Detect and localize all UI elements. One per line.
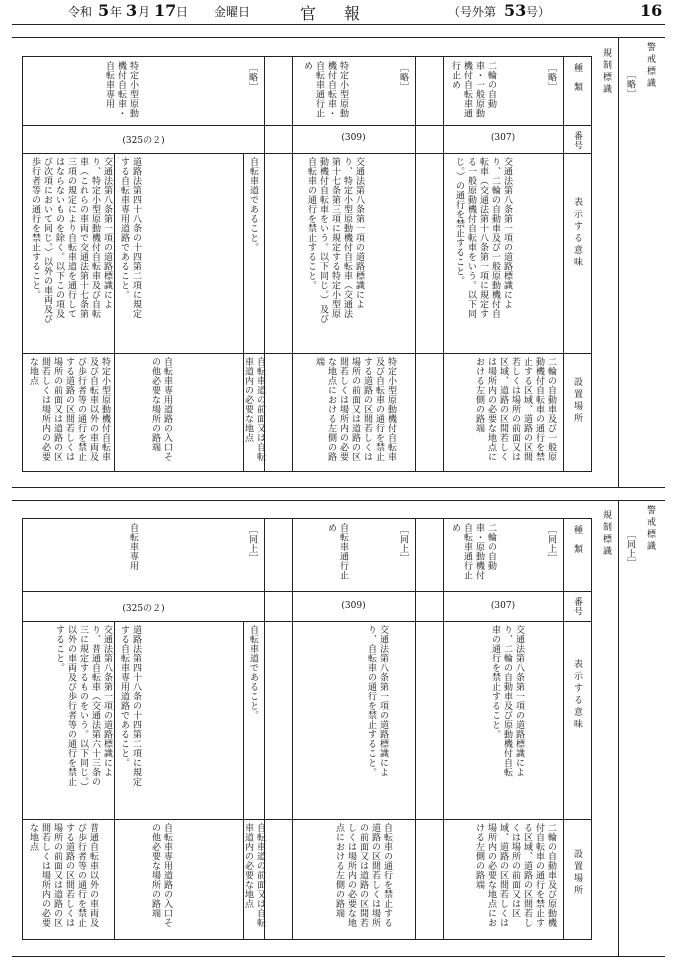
column-header-number: 番号 xyxy=(572,597,582,616)
sign-number: (325の２) xyxy=(122,604,165,614)
sign-kind: 自転車専用 xyxy=(128,523,138,571)
column-header-meaning: 表示する意味 xyxy=(572,197,582,269)
page-number: 16 xyxy=(640,1,663,20)
month: 3 xyxy=(126,1,138,20)
sign-kind: 自転車通行止 め xyxy=(326,523,348,580)
sign-number: (309) xyxy=(341,133,366,143)
sign-meaning-prohibition: 交通法第八条第一項の道路標識によ り、特定小型原動機付自転車及び自転 車（これらの車両で交通法第十七条第 三項の規定により自転車道を通行して はならないものを除く。以下この項及 び次項において同じ。）以外の車両及び 歩行者等の通行を禁止すること。 xyxy=(30,157,112,324)
sign-meaning-cycle-road: 道路法第四十八条の十四第二項に規定 する自転車専用道路であること。 xyxy=(119,157,141,319)
sign-meaning: 交通法第八条第一項の道路標識によ り、特定小型原動機付自転車（交通法 第十七条第三項に規定する特定小型原 動機付自転車をいう。以下同じ。）及び 自転車の通行を禁止すること。 xyxy=(306,157,364,324)
sign-location: 特定小型原動機付自転車 及び自転車の通行を禁止 する道路の区間若しくは 場所の前面又は道路の区 間若しくは場所内の必要 な地点における左側の路 端 xyxy=(314,357,396,462)
column-header-location: 設置場所 xyxy=(572,849,582,897)
warning-signs-marker: ［同上］ xyxy=(625,530,635,568)
sign-meaning: 交通法第八条第一項の道路標識によ り、二輪の自動車及び一般原動機付自 転車（交通法第十八条第一項に規定す る一般原動機付自転車をいう。以下同 じ。）の通行を禁止すること。 xyxy=(454,157,512,319)
sign-location-cycle-track: 自転車道の前面又は自転 車道内の必要な地点 xyxy=(243,823,265,928)
column-header-kind: 種 類 xyxy=(572,525,582,554)
sign-meaning: 交通法第八条第一項の道路標識によ り、自転車の通行を禁止すること。 xyxy=(366,625,388,777)
sign-location-prohibition: 普通自転車以外の車両及 び歩行者等の通行を禁止 する道路の区間若しくは 場所の前面又は道路の区 間若しくは場所内の必要 な地点 xyxy=(28,823,98,928)
divider-middle-2 xyxy=(12,500,665,501)
warning-signs-label: 警戒標識 xyxy=(645,42,655,90)
era: 令和 xyxy=(68,5,93,19)
issue-prefix: （号外第 xyxy=(448,5,497,19)
column-header-location: 設置場所 xyxy=(572,377,582,425)
row-marker: ［同上］ xyxy=(546,525,556,563)
sign-location-cycle-road: 自転車専用道路の入口そ の他必要な場所の路端 xyxy=(150,357,172,462)
sign-table xyxy=(22,56,592,472)
sign-number: (307) xyxy=(490,601,516,611)
header-rule xyxy=(12,24,665,25)
sign-number: (309) xyxy=(341,601,366,611)
row-marker: ［略］ xyxy=(247,63,257,92)
sign-meaning-cycle-road: 道路法第四十八条の十四第二項に規定 する自転車専用道路であること。 xyxy=(119,625,141,787)
day: 17 xyxy=(154,1,177,20)
year: 5 xyxy=(98,1,110,20)
row-marker: ［同上］ xyxy=(398,525,408,563)
sign-location-cycle-road: 自転車専用道路の入口そ の他必要な場所の路端 xyxy=(150,823,172,928)
column-header-meaning: 表示する意味 xyxy=(572,659,582,731)
sign-meaning-cycle-track: 自転車道であること。 xyxy=(248,157,258,252)
row-marker: ［略］ xyxy=(546,63,556,92)
sign-table xyxy=(22,518,592,940)
sign-kind: 二輪の自動 車・一般原動 機付自転車通 行止め xyxy=(450,61,496,118)
sign-kind: 二輪の自動 車・原動機付 自転車通行止 め xyxy=(450,523,496,580)
sign-location-prohibition: 特定小型原動機付自転車 及び自転車以外の車両及 び歩行者等の通行を禁止 する道路の区間若しくは 場所の前面又は道路の区 間若しくは場所内の必要 な地点 xyxy=(28,357,110,462)
category-separator xyxy=(618,500,619,956)
sign-location: 二輪の自動車及び原動機 付自転車の通行を禁止す る区域、道路の区間若し くは場所の前面又は区 域、道路の区間若しくは 場所内の必要な地点にお ける左側の路端 xyxy=(474,823,556,928)
sign-location: 二輪の自動車及び一般原 動機付自転車の通行を禁 止する区域、道路の区間 若しくは場所の前面又は 区域、道路の区間若しく は場所内の必要な地点に おける左側の路端 xyxy=(474,357,556,462)
warning-signs-marker: ［略］ xyxy=(625,70,635,99)
weekday: 金曜日 xyxy=(214,5,251,19)
sign-location: 自転車の通行を禁止する 道路の区間若しくは場所 の前面又は道路の区間若 しくは場所内の必要な地 点における左側の路端 xyxy=(334,823,392,928)
sign-meaning-prohibition: 交通法第八条第一項の道路標識によ り、普通自転車（交通法第六十三条の 三に規定するものをいう。以下同じ。） 以外の車両及び歩行者等の通行を禁止 すること。 xyxy=(54,625,112,792)
page-header xyxy=(0,0,677,22)
sign-meaning: 交通法第八条第一項の道路標識によ り、二輪の自動車及び原動機付自転 車の通行を禁止すること。 xyxy=(490,625,524,777)
regulatory-signs-label: 規制標識 xyxy=(601,48,611,96)
issue-number: 53 xyxy=(504,1,527,20)
row-marker: ［略］ xyxy=(398,63,408,92)
day-unit: 日 xyxy=(176,5,189,19)
row-marker: ［同上］ xyxy=(247,525,257,563)
column-header-number: 番号 xyxy=(572,131,582,150)
paper-name: 官 報 xyxy=(300,4,367,23)
sign-meaning-cycle-track: 自転車道であること。 xyxy=(248,625,258,720)
regulatory-signs-label: 規制標識 xyxy=(601,510,611,558)
sign-kind: 特定小型原動 機付自転車・ 自転車通行止 め xyxy=(302,61,348,118)
sign-location-cycle-track: 自転車道の前面又は自転 車道内の必要な地点 xyxy=(243,357,265,462)
sign-kind: 特定小型原動 機付自転車・ 自転車専用 xyxy=(104,61,138,118)
column-header-kind: 種 類 xyxy=(572,63,582,92)
sign-number: (325の２) xyxy=(122,136,165,146)
sign-number: (307) xyxy=(490,133,516,143)
month-unit: 月 xyxy=(138,5,151,19)
year-unit: 年 xyxy=(110,5,123,19)
divider-bottom xyxy=(12,956,665,957)
category-separator xyxy=(618,37,619,487)
issue-suffix: 号） xyxy=(526,5,551,19)
divider-middle-1 xyxy=(12,487,665,488)
warning-signs-label: 警戒標識 xyxy=(645,505,655,553)
divider-top xyxy=(12,37,665,38)
